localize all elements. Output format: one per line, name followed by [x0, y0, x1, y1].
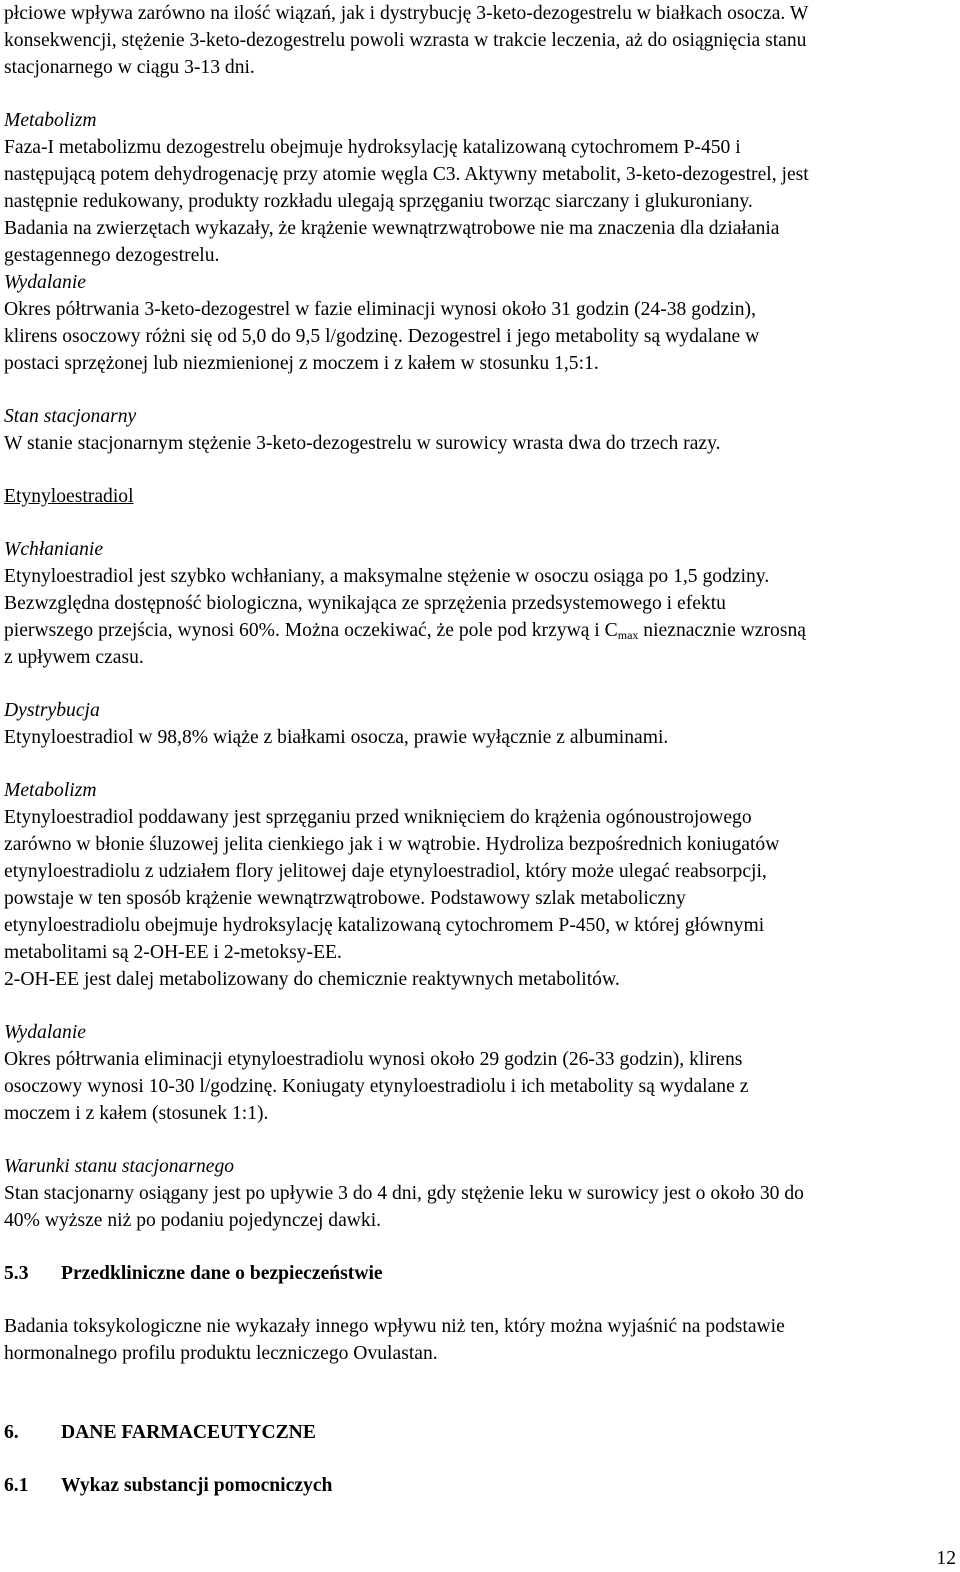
body-line: powstaje w ten sposób krążenie wewnątrzwątrobowe. Podstawowy szlak metaboliczny — [4, 888, 686, 909]
subheading-wydalanie: Wydalanie — [4, 272, 86, 293]
subheading-stan-stacjonarny: Stan stacjonarny — [4, 406, 137, 427]
body-line-cmax — [4, 617, 956, 644]
body-line: Stan stacjonarny osiągany jest po upływie 3 do 4 dni, gdy stężenie leku w surowicy jest o około 30 do — [4, 1183, 804, 1204]
body-line: Etynyloestradiol poddawany jest sprzęganiu przed wniknięciem do krążenia ogónoustrojowego — [4, 807, 752, 828]
body-line: konsekwencji, stężenie 3-keto-dezogestrelu powoli wzrasta w trakcie leczenia, aż do osiągnięcia stanu — [4, 30, 807, 51]
section-heading-5-3 — [4, 1260, 956, 1287]
body-line: 2-OH-EE jest dalej metabolizowany do chemicznie reaktywnych metabolitów. — [4, 969, 620, 990]
body-line: stacjonarnego w ciągu 3-13 dni. — [4, 57, 255, 78]
body-line: następnie redukowany, produkty rozkładu ulegają sprzęganiu tworząc siarczany i glukuroniany. — [4, 191, 753, 212]
body-line: etynyloestradiolu obejmuje hydroksylację katalizowaną cytochromem P-450, w której głównymi — [4, 915, 765, 936]
body-line: osoczowy wynosi 10-30 l/godzinę. Koniugaty etynyloestradiolu i ich metabolity są wydalane z — [4, 1076, 749, 1097]
body-line: gestagennego dezogestrelu. — [4, 245, 220, 266]
text-run: pierwszego przejścia, wynosi 60%. Można oczekiwać, że pole pod krzywą i C — [4, 620, 618, 641]
subheading-metabolizm: Metabolizm — [4, 780, 97, 801]
section-number: 5.3 — [4, 1263, 29, 1284]
section-number: 6. — [4, 1422, 19, 1443]
body-line: Okres półtrwania 3-keto-dezogestrel w fazie eliminacji wynosi około 31 godzin (24-38 godzin), — [4, 299, 756, 320]
subscript-max: max — [617, 628, 639, 642]
body-line: postaci sprzężonej lub niezmienionej z moczem i z kałem w stosunku 1,5:1. — [4, 353, 599, 374]
body-line: hormonalnego profilu produktu leczniczego Ovulastan. — [4, 1343, 438, 1364]
document-page — [4, 0, 956, 1499]
body-line: W stanie stacjonarnym stężenie 3-keto-dezogestrelu w surowicy wrasta dwa do trzech razy. — [4, 433, 721, 454]
body-line: następującą potem dehydrogenację przy atomie węgla C3. Aktywny metabolit, 3-keto-dezogestrel, jest — [4, 164, 809, 185]
section-heading-6-1 — [4, 1472, 956, 1499]
body-line: z upływem czasu. — [4, 647, 144, 668]
body-line: klirens osoczowy różni się od 5,0 do 9,5 l/godzinę. Dezogestrel i jego metabolity są wydalane w — [4, 326, 760, 347]
body-line: Etynyloestradiol jest szybko wchłaniany, a maksymalne stężenie w osoczu osiąga po 1,5 godziny. — [4, 566, 770, 587]
body-line: Okres półtrwania eliminacji etynyloestradiolu wynosi około 29 godzin (26-33 godzin), klirens — [4, 1049, 743, 1070]
section-heading-6 — [4, 1419, 956, 1446]
subheading-wchlanianie: Wchłanianie — [4, 539, 104, 560]
body-line: moczem i z kałem (stosunek 1:1). — [4, 1103, 269, 1124]
section-heading-text: DANE FARMACEUTYCZNE — [61, 1422, 316, 1443]
body-line: zarówno w błonie śluzowej jelita cienkiego jak i w wątrobie. Hydroliza bezpośrednich koniugatów — [4, 834, 780, 855]
body-line: Faza-I metabolizmu dezogestrelu obejmuje hydroksylację katalizowaną cytochromem P-450 i — [4, 137, 741, 158]
body-line: 40% wyższe niż po podaniu pojedynczej dawki. — [4, 1210, 382, 1231]
body-line: metabolitami są 2-OH-EE i 2-metoksy-EE. — [4, 942, 342, 963]
subheading-warunki: Warunki stanu stacjonarnego — [4, 1156, 235, 1177]
subheading-wydalanie: Wydalanie — [4, 1022, 86, 1043]
text-run: nieznacznie wzrosną — [638, 620, 806, 641]
body-line: Bezwzględna dostępność biologiczna, wynikająca ze sprzężenia przedsystemowego i efektu — [4, 593, 726, 614]
page-number: 12 — [936, 1548, 956, 1569]
body-line: Etynyloestradiol w 98,8% wiąże z białkami osocza, prawie wyłącznie z albuminami. — [4, 727, 669, 748]
body-line: Badania na zwierzętach wykazały, że krążenie wewnątrzwątrobowe nie ma znaczenia dla działania — [4, 218, 780, 239]
section-title-etynyloestradiol: Etynyloestradiol — [4, 486, 134, 507]
subheading-metabolizm: Metabolizm — [4, 110, 97, 131]
body-line: płciowe wpływa zarówno na ilość wiązań, jak i dystrybucję 3-keto-dezogestrelu w białkach osocza. W — [4, 3, 809, 24]
section-heading-text: Przedkliniczne dane o bezpieczeństwie — [61, 1263, 383, 1284]
section-number: 6.1 — [4, 1475, 29, 1496]
subheading-dystrybucja: Dystrybucja — [4, 700, 100, 721]
section-heading-text: Wykaz substancji pomocniczych — [61, 1475, 333, 1496]
body-line: etynyloestradiolu z udziałem flory jelitowej daje etynyloestradiol, który może ulegać reabsorpcji, — [4, 861, 767, 882]
body-line: Badania toksykologiczne nie wykazały innego wpływu niż ten, który można wyjaśnić na podstawie — [4, 1316, 785, 1337]
